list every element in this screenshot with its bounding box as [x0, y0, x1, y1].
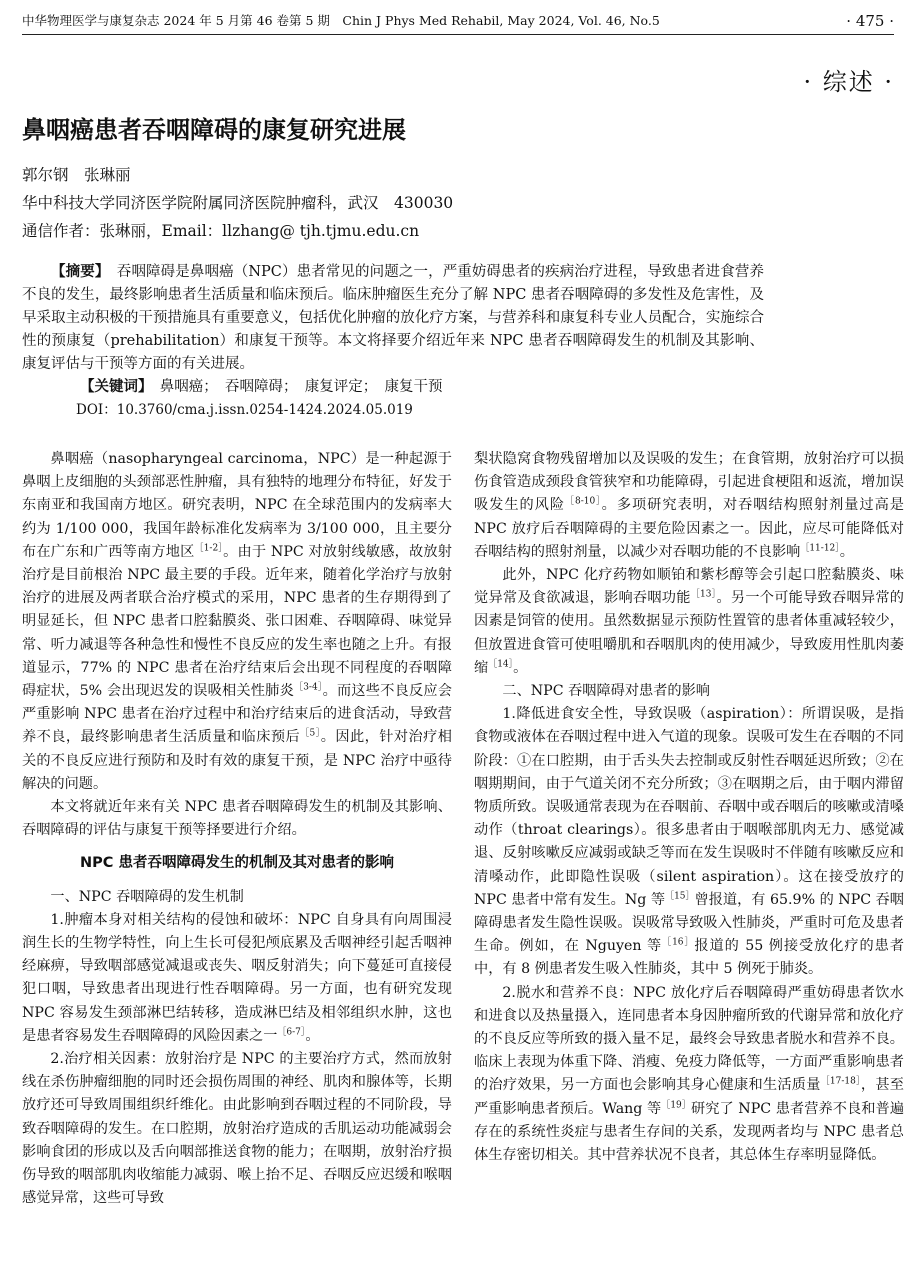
intro-paragraph-2: 本文将就近年来有关 NPC 患者吞咽障碍发生的机制及其影响、吞咽障碍的评估与康复干预等择要进行介绍。 [22, 799, 452, 839]
body-paragraph: 1.肿瘤本身对相关结构的侵蚀和破坏：NPC 自身具有向周围浸润生长的生物学特性，向上生长可侵犯颅底累及舌咽神经引起舌咽神经麻痹，导致咽部感觉减退或丧失、咽反射消失；向下蔓延可直接侵犯口咽，导致患者出现进行性吞咽障碍。另一方面，也有研究发现 NPC 容易发生颈部淋巴结转移，造成淋巴结及相邻组织水肿，这也是患者容易发生吞咽障碍的风险因素之一$^{[6-7]}$。 [22, 911, 452, 1044]
body-paragraph: 2.治疗相关因素：放射治疗是 NPC 的主要治疗方式，然而放射线在杀伤肿瘤细胞的同时还会损伤周围的神经、肌肉和腺体等，长期放疗还可导致周围组织纤维化。由此影响到吞咽过程的不同阶段，导致吞咽障碍的发生。在口腔期，放射治疗造成的舌肌运动功能减弱会影响食团的形成以及舌向咽部推送食物的能力；在咽期，放射治疗损伤导致的咽部肌肉收缩能力减弱、喉上抬不足、吞咽反应迟缓和喉咽感觉异常，这些可导致 [22, 1051, 452, 1207]
body-paragraph: 2.脱水和营养不良：NPC 放化疗后吞咽障碍严重妨碍患者饮水和进食以及热量摄入，连同患者本身因肿瘤所致的代谢异常和放化疗的不良反应等所致的摄入量不足，最终会导致患者脱水和营养不良。临床上表现为体重下降、消瘦、免疫力降低等，一方面严重影响患者的治疗效果，另一方面也会影响其身心健康和生活质量$^{[17-18]}$，甚至严重影响患者预后。Wang 等$^{[19]}$研究了 NPC 患者营养不良和普遍存在的系统性炎症与患者生存间的关系，发现两者均与 NPC 患者总体生存密切相关。其中营养状况不良者，其总体生存率明显降低。 [474, 984, 905, 1164]
citation[interactable]: ［14］ [488, 659, 514, 670]
running-header [22, 8, 894, 35]
citation[interactable]: ［1-2］ [194, 543, 224, 554]
keywords-line [22, 376, 764, 399]
right-column [474, 448, 904, 1167]
body-paragraph: 梨状隐窝食物残留增加以及误吸的发生；在食管期，放射治疗可以损伤食管造成颈段食管狭窄和功能障碍，引起进食梗阻和返流，增加误吸发生的风险$^{[8-10]}$。多项研究表明，对吞咽结构照射剂量过高是 NPC 放疗后吞咽障碍的主要危险因素之一。因此，应尽可能降低对吞咽结构的照射剂量，以减少对吞咽功能的不良影响$^{[11-12]}$。 [474, 451, 904, 560]
doi-line: DOI：10.3760/cma.j.issn.0254-1424.2024.05.019 [76, 402, 413, 418]
section-heading: NPC 患者吞咽障碍发生的机制及其对患者的影响 [80, 855, 394, 872]
abstract-block [22, 261, 764, 422]
citation[interactable]: ［19］ [661, 1099, 691, 1110]
page-number: · 475 · [846, 12, 894, 30]
citation[interactable]: ［17-18］ [820, 1076, 861, 1087]
keywords-text: 鼻咽癌； 吞咽障碍； 康复评定； 康复干预 [159, 379, 443, 395]
correspondence: 通信作者：张琳丽，Email：llzhang@ tjh.tjmu.edu.cn [22, 222, 420, 240]
running-head-text: 中华物理医学与康复杂志 2024 年 5 月第 46 卷第 5 期 Chin J Phys Med Rehabil, May 2024, Vol. 46, No.5 [22, 13, 660, 28]
abstract-text: 吞咽障碍是鼻咽癌（NPC）患者常见的问题之一，严重妨碍患者的疾病治疗进程，导致患者进食营养不良的发生，最终影响患者生活质量和临床预后。临床肿瘤医生充分了解 NPC 患者吞咽障碍的多发性及危害性，及早采取主动积极的干预措施具有重要意义，包括优化肿瘤的放化疗方案，与营养科和康复科专业人员配合，实施综合性的预康复（prehabilitation）和康复干预等。本文将择要介绍近年来 NPC 患者吞咽障碍发生的机制及其影响、康复评估与干预等方面的有关进展。 [22, 264, 765, 372]
citation[interactable]: ［6-7］ [277, 1027, 306, 1038]
subsection-heading: 一、NPC 吞咽障碍的发生机制 [50, 888, 244, 905]
authors: 郭尔钢 张琳丽 [22, 166, 131, 184]
citation[interactable]: ［13］ [690, 589, 717, 600]
keywords-label: 【关键词】 [80, 379, 146, 395]
citation[interactable]: ［16］ [662, 937, 695, 948]
citation[interactable]: ［8-10］ [565, 496, 602, 507]
body-paragraph: 1.降低进食安全性，导致误吸（aspiration）：所谓误吸，是指食物或液体在吞咽过程中进入气道的现象。误吸可发生在吞咽的不同阶段：①在口腔期，由于舌头失去控制或反射性吞咽延迟所致；②在咽期期间，由于气道关闭不充分所致；③在咽期之后，由于咽内滞留物质所致。误吸通常表现为在吞咽前、吞咽中或吞咽后的咳嗽或清嗓动作（throat clearings）。很多患者由于咽喉部肌肉无力、感觉减退、反射咳嗽反应减弱或缺乏等而在发生误吸时不伴随有咳嗽反应和清嗓动作，此即隐性误吸（silent aspiration）。这在接受放疗的 NPC 患者中常有发生。Ng 等$^{[15]}$曾报道，有 65.9% 的 NPC 吞咽障碍患者发生隐性误吸。误吸常导致吸入性肺炎，严重时可危及患者生命。例如，在 Nguyen 等$^{[16]}$报道的 55 例接受放化疗的患者中，有 8 例患者发生吸入性肺炎，其中 5 例死于肺炎。 [474, 706, 905, 978]
citation[interactable]: ［3-4］ [293, 682, 323, 693]
abstract-label: 【摘要】 [51, 264, 103, 280]
abstract-paragraph [22, 261, 764, 376]
article-title: 鼻咽癌患者吞咽障碍的康复研究进展 [22, 116, 406, 144]
citation[interactable]: ［11-12］ [800, 543, 840, 554]
section-tag: · 综述 · [803, 68, 894, 96]
left-column [22, 448, 452, 1211]
affiliation: 华中科技大学同济医学院附属同济医院肿瘤科，武汉 430030 [22, 194, 454, 212]
citation[interactable]: ［15］ [665, 891, 695, 902]
subsection-heading: 二、NPC 吞咽障碍对患者的影响 [502, 683, 710, 700]
citation[interactable]: ［5］ [300, 728, 321, 739]
intro-paragraph-1: 鼻咽癌（nasopharyngeal carcinoma，NPC）是一种起源于鼻咽上皮细胞的头颈部恶性肿瘤，具有独特的地理分布特征，好发于东南亚和我国南方地区。研究表明，NPC 在全球范围内的发病率大约为 1/100 000，我国年龄标准化发病率为 3/100 000，且主要分布在广东和广西等南方地区$^{[1-2]}$。由于 NPC 对放射线敏感，故放射治疗是目前根治 NPC 最主要的手段。近年来，随着化学治疗与放射治疗的进展及两者联合治疗模式的采用，NPC 患者的生存期得到了明显延长，但 NPC 患者口腔黏膜炎、张口困难、吞咽障碍、味觉异常、听力减退等各种急性和慢性不良反应的发生率也随之上升。有报道显示，77% 的 NPC 患者在治疗结束后会出现不同程度的吞咽障碍症状，5% 会出现迟发的误吸相关性肺炎$^{[3-4]}$。而这些不良反应会严重影响 NPC 患者在治疗过程中和治疗结束后的进食活动，导致营养不良，最终影响患者生活质量和临床预后$^{[5]}$。因此，针对治疗相关的不良反应进行预防和及时有效的康复干预，是 NPC 治疗中亟待解决的问题。 [22, 451, 452, 792]
body-paragraph: 此外，NPC 化疗药物如顺铂和紫杉醇等会引起口腔黏膜炎、味觉异常及食欲减退，影响吞咽功能$^{[13]}$。另一个可能导致吞咽异常的因素是饲管的使用。虽然数据显示预防性置管的患者体重减轻较少，但放置进食管可使咀嚼肌和吞咽肌肉的使用减少，导致废用性肌肉萎缩$^{[14]}$。 [474, 567, 904, 676]
